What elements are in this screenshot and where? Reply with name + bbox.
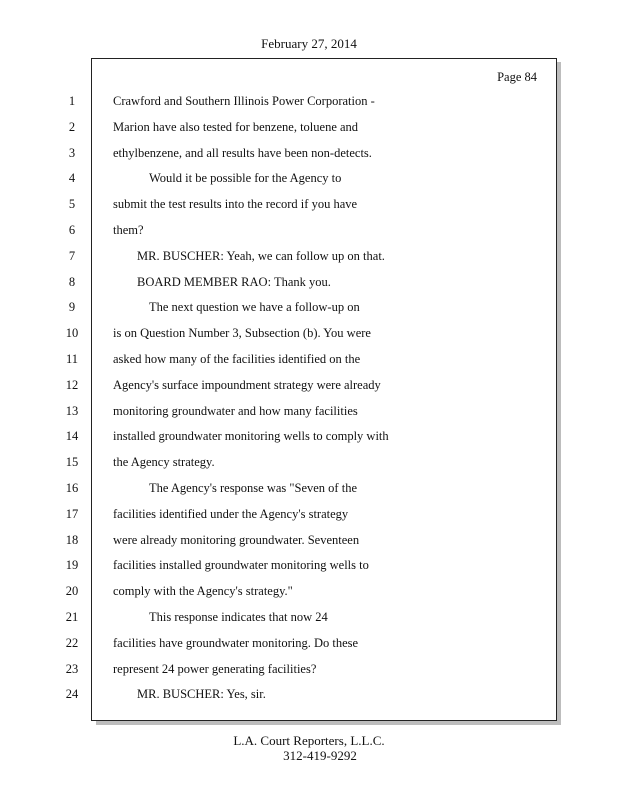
line-text: comply with the Agency's strategy." (113, 584, 293, 598)
line-text: facilities installed groundwater monitoring wells to (113, 558, 369, 572)
line-number: 18 (65, 533, 79, 547)
line-text: Would it be possible for the Agency to (149, 171, 342, 185)
line-text: The next question we have a follow-up on (149, 300, 360, 314)
transcript-date: February 27, 2014 (261, 36, 357, 51)
line-text: BOARD MEMBER RAO: Thank you. (137, 275, 331, 289)
line-text: facilities have groundwater monitoring. Do these (113, 636, 359, 650)
line-number: 2 (68, 120, 76, 134)
line-number: 17 (65, 507, 79, 521)
line-number: 12 (65, 378, 79, 392)
line-text: them? (113, 223, 144, 237)
line-text: installed groundwater monitoring wells to comply with (113, 429, 389, 443)
line-number: 7 (68, 249, 76, 263)
line-text: is on Question Number 3, Subsection (b). You were (113, 326, 371, 340)
line-text: The Agency's response was "Seven of the (149, 481, 357, 495)
line-text: ethylbenzene, and all results have been non-detects. (113, 146, 372, 160)
line-text: the Agency strategy. (113, 455, 215, 469)
line-number: 9 (68, 300, 76, 314)
line-number: 11 (65, 352, 79, 366)
line-text: Agency's surface impoundment strategy were already (113, 378, 381, 392)
line-number: 8 (68, 275, 76, 289)
line-number: 13 (65, 404, 79, 418)
line-number: 22 (65, 636, 79, 650)
line-number: 20 (65, 584, 79, 598)
line-text: MR. BUSCHER: Yeah, we can follow up on that. (137, 249, 385, 263)
line-number: 4 (68, 171, 76, 185)
line-text: Crawford and Southern Illinois Power Corporation - (113, 94, 375, 108)
line-text: represent 24 power generating facilities? (113, 662, 317, 676)
line-number: 16 (65, 481, 79, 495)
line-number: 3 (68, 146, 76, 160)
line-number: 19 (65, 558, 79, 572)
line-text: This response indicates that now 24 (149, 610, 328, 624)
line-number: 14 (65, 429, 79, 443)
line-number: 1 (68, 94, 76, 108)
line-number: 21 (65, 610, 79, 624)
line-text: facilities identified under the Agency's strategy (113, 507, 349, 521)
page-number: Page 84 (497, 70, 537, 84)
line-text: monitoring groundwater and how many facilities (113, 404, 358, 418)
line-text: submit the test results into the record if you have (113, 197, 358, 211)
line-text: asked how many of the facilities identified on the (113, 352, 361, 366)
line-number: 6 (68, 223, 76, 237)
line-number: 5 (68, 197, 76, 211)
line-number: 23 (65, 662, 79, 676)
line-number: 15 (65, 455, 79, 469)
footer-phone: 312-419-9292 (283, 748, 357, 763)
footer-company: L.A. Court Reporters, L.L.C. (233, 733, 385, 748)
line-text: Marion have also tested for benzene, toluene and (113, 120, 359, 134)
line-number: 24 (65, 687, 79, 701)
line-number: 10 (65, 326, 79, 340)
line-text: MR. BUSCHER: Yes, sir. (137, 687, 266, 701)
line-text: were already monitoring groundwater. Seventeen (113, 533, 360, 547)
